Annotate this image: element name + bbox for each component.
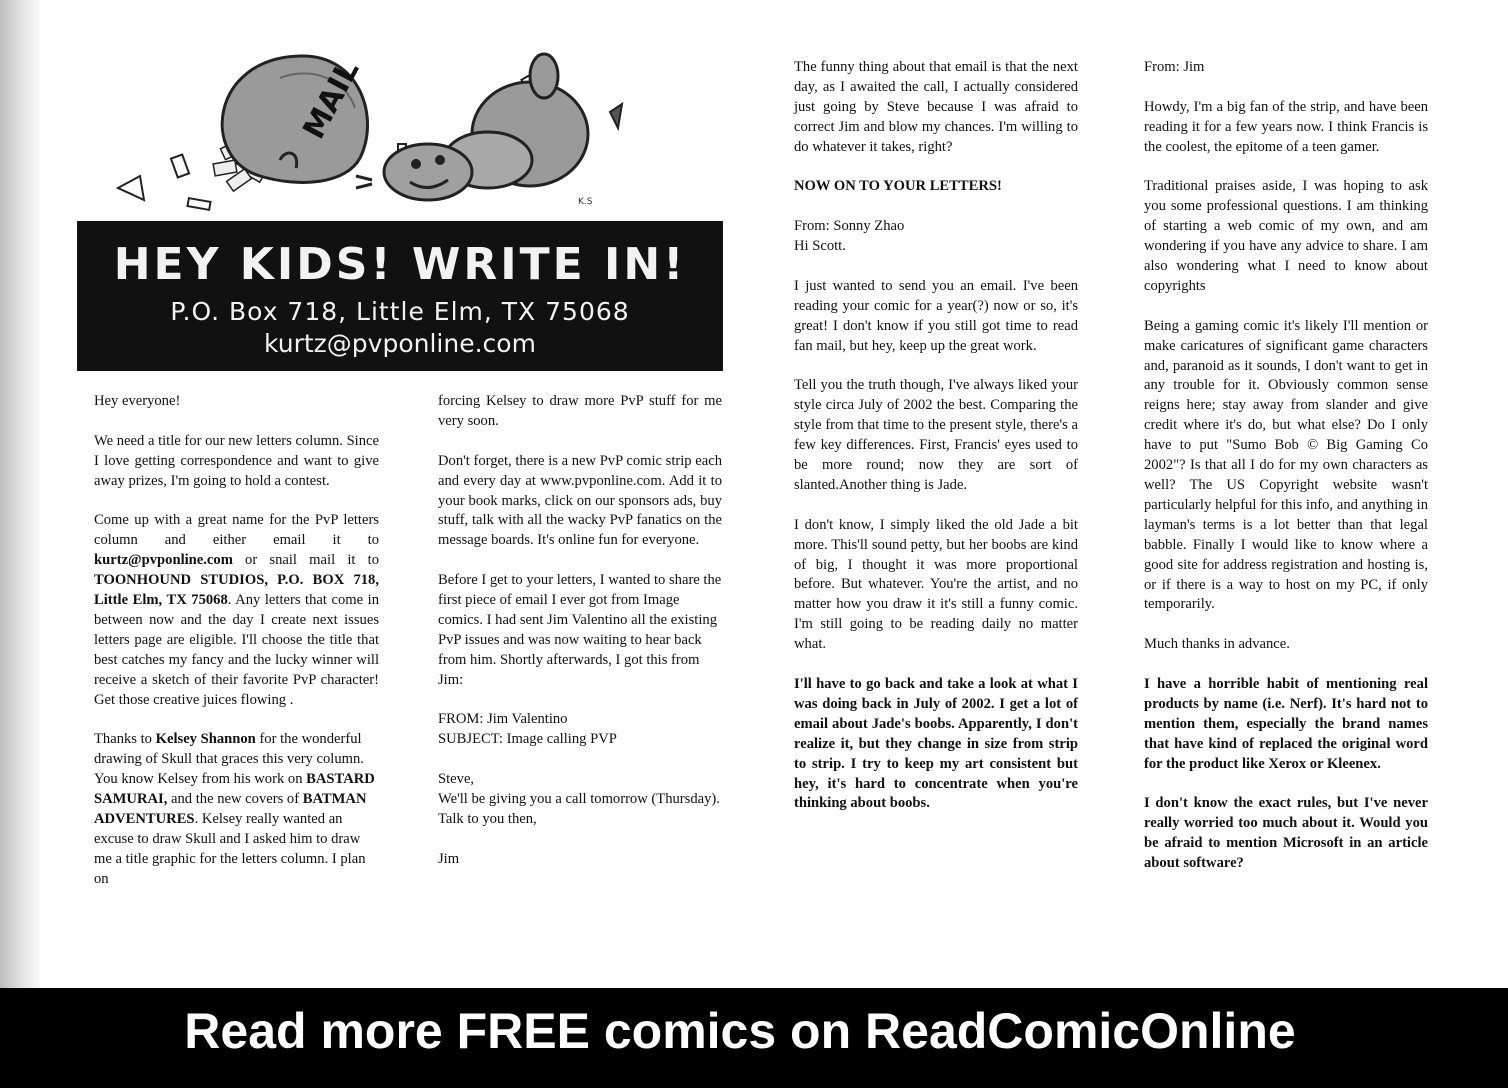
contest-address: TOONHOUND STUDIOS, P.O. BOX 718, Little Elm, TX 75068 bbox=[94, 572, 379, 609]
column-1 bbox=[94, 392, 379, 910]
contest-paragraph: Come up with a great name for the PvP letters column and either email it to kurtz@pvponline.com or snail mail it to TOONHOUND STUDIOS, P.O. BOX 718, Little Elm, TX 75068. Any letters that come in between now and the day I create next issues letters page are eligible. I'll choose the title that best catches my fancy and the lucky winner will receive a sketch of their favorite PvP character! Get those creative juices flowing . bbox=[94, 512, 379, 708]
letter-paragraph: Being a gaming comic it's likely I'll mention or make caricatures of significant game characters and, paranoid as it sounds, I don't want to get in any trouble for it. Obviously common sense reigns here; stay away from slander and give credit where it's do, but what else? Do I only have to put "Sumo Bob © Big Gaming Co 2002"? Is that all I do for my own characters as well? The US Copyright website wasn't particularly helpful for this info, and anything in layman's terms is a lot better than that legal babble. Finally I would like to know where a good site for address registration and hosting is, or if there is a way to host on my PC, if only temporarily. bbox=[1144, 317, 1428, 613]
column-3 bbox=[794, 58, 1078, 834]
banner-title: HEY KIDS! WRITE IN! bbox=[113, 239, 687, 290]
credits-paragraph: Thanks to Kelsey Shannon for the wonderful drawing of Skull that graces this very column. You know Kelsey from his work on BASTARD SAMURAI, and the new covers of BATMAN ADVENTURES. Kelsey really wanted an excuse to draw Skull and I asked him to draw me a title graphic for the letters column. I plan on bbox=[94, 731, 375, 887]
paragraph: We need a title for our new letters column. Since I love getting correspondence and want to give away prizes, I'm going to hold a contest. bbox=[94, 432, 379, 489]
reply-paragraph: I'll have to go back and take a look at what I was doing back in July of 2002. I get a lot of email about Jade's boobs. Apparently, I don't realize it, but they change in size from strip to strip. I try to keep my art consistent but hey, it's hard to concentrate when you're thinking about boobs. bbox=[794, 676, 1078, 812]
mail-bag-illustration bbox=[110, 48, 630, 220]
letter-paragraph: Howdy, I'm a big fan of the strip, and have been reading it for a few years now. I think Francis is the coolest, the epitome of a teen gamer. bbox=[1144, 98, 1428, 155]
letter-paragraph: I don't know, I simply liked the old Jade a bit more. This'll sound petty, but her boobs are kind of big, I thought it was more proportional before. But whatever. You're the artist, and no matter how you draw it it's still a funny comic. I'm still going to be reading daily no matter what. bbox=[794, 516, 1078, 653]
contest-email: kurtz@pvponline.com bbox=[94, 552, 233, 569]
page-gutter-shadow bbox=[0, 0, 40, 988]
letter-paragraph: I just wanted to send you an email. I've been reading your comic for a year(?) now or so, it's great! I don't know if you still got time to read fan mail, but hey, keep up the great work. bbox=[794, 277, 1078, 354]
email-body: Steve, We'll be giving you a call tomorrow (Thursday). Talk to you then, bbox=[438, 771, 720, 827]
letter-icon bbox=[187, 198, 210, 210]
letter-paragraph: Much thanks in advance. bbox=[1144, 636, 1290, 653]
column-4 bbox=[1144, 58, 1428, 894]
comic-title: BASTARD SAMURAI, bbox=[94, 771, 375, 808]
skull-character-icon bbox=[356, 54, 630, 200]
promo-footer-text[interactable]: Read more FREE comics on ReadComicOnline bbox=[184, 1003, 1296, 1059]
paragraph: The funny thing about that email is that the next day, as I awaited the call, I actually considered just going by Steve because I was afraid to correct Jim and blow my chances. I'm willing to do whatever it takes, right? bbox=[794, 59, 1078, 155]
section-heading: NOW ON TO YOUR LETTERS! bbox=[794, 178, 1002, 195]
artist-signature: K.S bbox=[578, 197, 593, 207]
letter-icon bbox=[171, 155, 189, 178]
email-signature: Jim bbox=[438, 850, 460, 867]
banner-email: kurtz@pvponline.com bbox=[264, 329, 536, 358]
email-header: FROM: Jim Valentino SUBJECT: Image calling PVP bbox=[438, 711, 617, 748]
letter-header: From: Sonny Zhao Hi Scott. bbox=[794, 218, 905, 255]
mail-bag-icon bbox=[222, 55, 367, 183]
bag-label: MAIL bbox=[296, 54, 367, 145]
letter-icon bbox=[118, 176, 144, 200]
letter-paragraph: Tell you the truth though, I've always liked your style circa July of 2002 the best. Comparing the style from that time to the present style, there's a few key differences. First, Francis' eyes used to be more round; now they are sort of slanted.Another thing is Jade. bbox=[794, 377, 1078, 493]
paragraph: Before I get to your letters, I wanted to share the first piece of email I ever got from Image comics. I had sent Jim Valentino all the existing PvP issues and was now waiting to hear back from him. Shortly afterwards, I got this from Jim: bbox=[438, 572, 722, 688]
banner-address: P.O. Box 718, Little Elm, TX 75068 bbox=[170, 297, 630, 326]
paragraph: forcing Kelsey to draw more PvP stuff for me very soon. bbox=[438, 393, 722, 429]
letter-paragraph: Traditional praises aside, I was hoping to ask you some professional questions. I am thinking of starting a web comic of my own, and am wondering if you have any advice to share. I am also wondering what I need to know about copyrights bbox=[1144, 178, 1428, 294]
promo-footer bbox=[0, 988, 1508, 1088]
letter-header: From: Jim bbox=[1144, 59, 1205, 75]
paragraph: Don't forget, there is a new PvP comic strip each and every day at www.pvponline.com. Add it to your book marks, click on our sponsors ads, buy stuff, talk with all the wacky PvP fanatics on the message boards. It's online fun for everyone. bbox=[438, 452, 722, 549]
write-in-banner bbox=[77, 221, 723, 371]
artist-name: Kelsey Shannon bbox=[155, 731, 256, 748]
comic-title: BATMAN ADVENTURES bbox=[94, 791, 367, 827]
paragraph: Hey everyone! bbox=[94, 393, 181, 409]
column-2 bbox=[438, 392, 722, 890]
reply-paragraph: I don't know the exact rules, but I've never really worried too much about it. Would you be afraid to mention Microsoft in an article about software? bbox=[1144, 795, 1428, 872]
reply-paragraph: I have a horrible habit of mentioning real products by name (i.e. Nerf). It's hard not to mention them, especially the brand names that have kind of replaced the original word for the product like Xerox or Kleenex. bbox=[1144, 676, 1428, 772]
